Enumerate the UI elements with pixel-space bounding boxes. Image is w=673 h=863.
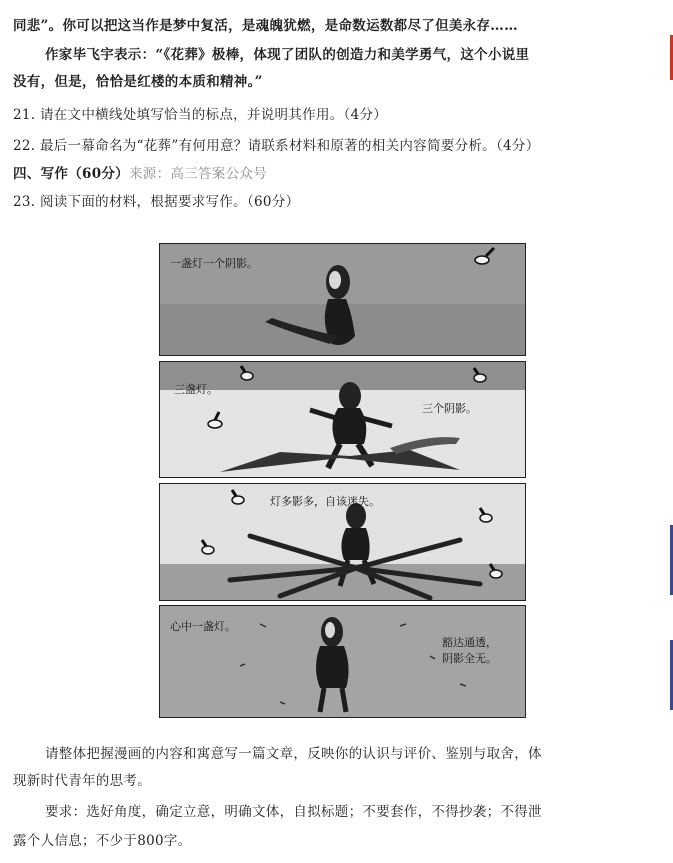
cartoon-figure <box>159 243 526 718</box>
writing-prompt-line-2: 现新时代青年的思考。 <box>13 773 151 789</box>
section-writing-heading <box>13 164 267 184</box>
passage-line-2: 作家毕飞宇表示：“《花葬》极棒，体现了团队的创造力和美学勇气，这个小说里 <box>45 47 530 63</box>
cartoon-panel-3 <box>159 483 526 601</box>
section-title: 四、写作（60分） <box>13 166 129 182</box>
writing-requirement-line-2: 露个人信息；不少于800字。 <box>13 833 192 849</box>
question-22: 22. 最后一幕命名为“花葬”有何用意？请联系材料和原著的相关内容简要分析。（4分） <box>13 138 540 154</box>
panel-2-drawing <box>160 362 526 478</box>
panel-1-caption: 一盏灯一个阴影。 <box>170 257 258 270</box>
passage-line-3: 没有，但是，恰恰是红楼的本质和精神。” <box>13 74 263 90</box>
question-21: 21. 请在文中横线处填写恰当的标点，并说明其作用。（4分） <box>13 107 388 123</box>
panel-4-caption-right-1: 豁达通透， <box>442 636 497 649</box>
panel-4-caption-right-2: 阴影全无。 <box>442 652 497 665</box>
question-23: 23. 阅读下面的材料，根据要求写作。（60分） <box>13 194 300 210</box>
panel-4-caption-left: 心中一盏灯。 <box>170 620 236 633</box>
cartoon-panel-1 <box>159 243 526 356</box>
panel-2-caption-right: 三个阴影。 <box>422 402 477 415</box>
panel-2-caption-left: 三盏灯。 <box>174 383 218 396</box>
writing-requirement-line-1: 要求：选好角度，确定立意，明确文体，自拟标题；不要套作，不得抄袭；不得泄 <box>45 804 542 820</box>
cartoon-panel-2 <box>159 361 526 478</box>
writing-prompt-line-1: 请整体把握漫画的内容和寓意写一篇文章，反映你的认识与评价、鉴别与取舍，体 <box>45 746 542 762</box>
panel-3-caption: 灯多影多，自该迷失。 <box>270 495 380 508</box>
cartoon-panel-4 <box>159 605 526 718</box>
passage-line-1: 同悲”。你可以把这当作是梦中复活，是魂魄犹燃，是命数运数都尽了但美永存…… <box>13 18 518 34</box>
source-note: 来源：高三答案公众号 <box>129 166 267 182</box>
